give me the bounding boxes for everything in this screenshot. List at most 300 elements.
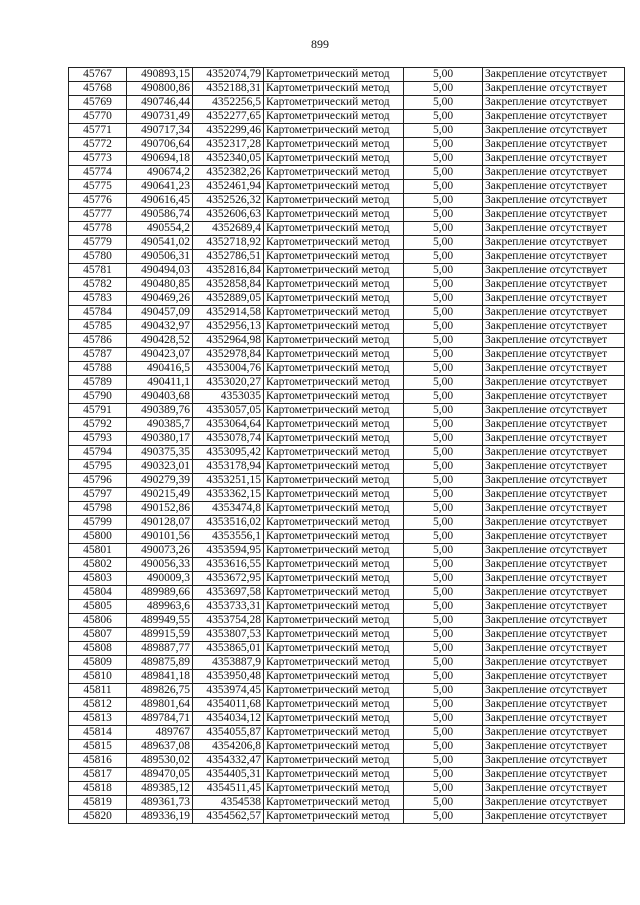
- method-cell: Картометрический метод: [264, 642, 404, 656]
- point-number-cell: 45820: [69, 810, 127, 824]
- fixation-cell: Закрепление отсутствует: [483, 670, 625, 684]
- table-row: [69, 460, 625, 474]
- method-cell: Картометрический метод: [264, 110, 404, 124]
- method-cell: Картометрический метод: [264, 600, 404, 614]
- x-coordinate-cell: 490215,49: [127, 488, 193, 502]
- error-cell: 5,00: [404, 152, 483, 166]
- y-coordinate-cell: 4352526,32: [193, 194, 264, 208]
- fixation-cell: Закрепление отсутствует: [483, 306, 625, 320]
- y-coordinate-cell: 4353251,15: [193, 474, 264, 488]
- method-cell: Картометрический метод: [264, 810, 404, 824]
- table-row: [69, 698, 625, 712]
- method-cell: Картометрический метод: [264, 138, 404, 152]
- method-cell: Картометрический метод: [264, 362, 404, 376]
- table-row: [69, 712, 625, 726]
- method-cell: Картометрический метод: [264, 82, 404, 96]
- error-cell: 5,00: [404, 292, 483, 306]
- table-row: [69, 474, 625, 488]
- y-coordinate-cell: 4353078,74: [193, 432, 264, 446]
- table-row: [69, 572, 625, 586]
- y-coordinate-cell: 4353004,76: [193, 362, 264, 376]
- fixation-cell: Закрепление отсутствует: [483, 278, 625, 292]
- y-coordinate-cell: 4352689,4: [193, 222, 264, 236]
- fixation-cell: Закрепление отсутствует: [483, 250, 625, 264]
- fixation-cell: Закрепление отсутствует: [483, 390, 625, 404]
- y-coordinate-cell: 4353807,53: [193, 628, 264, 642]
- table-row: [69, 404, 625, 418]
- y-coordinate-cell: 4353616,55: [193, 558, 264, 572]
- fixation-cell: Закрепление отсутствует: [483, 96, 625, 110]
- x-coordinate-cell: 490674,2: [127, 166, 193, 180]
- error-cell: 5,00: [404, 642, 483, 656]
- method-cell: Картометрический метод: [264, 768, 404, 782]
- error-cell: 5,00: [404, 628, 483, 642]
- table-row: [69, 432, 625, 446]
- method-cell: Картометрический метод: [264, 334, 404, 348]
- point-number-cell: 45819: [69, 796, 127, 810]
- error-cell: 5,00: [404, 558, 483, 572]
- fixation-cell: Закрепление отсутствует: [483, 68, 625, 82]
- point-number-cell: 45767: [69, 68, 127, 82]
- method-cell: Картометрический метод: [264, 460, 404, 474]
- error-cell: 5,00: [404, 810, 483, 824]
- x-coordinate-cell: 490416,5: [127, 362, 193, 376]
- point-number-cell: 45774: [69, 166, 127, 180]
- y-coordinate-cell: 4352914,58: [193, 306, 264, 320]
- x-coordinate-cell: 490323,01: [127, 460, 193, 474]
- x-coordinate-cell: 490541,02: [127, 236, 193, 250]
- fixation-cell: Закрепление отсутствует: [483, 544, 625, 558]
- point-number-cell: 45773: [69, 152, 127, 166]
- table-row: [69, 250, 625, 264]
- x-coordinate-cell: 490389,76: [127, 404, 193, 418]
- method-cell: Картометрический метод: [264, 698, 404, 712]
- x-coordinate-cell: 490056,33: [127, 558, 193, 572]
- table-row: [69, 180, 625, 194]
- error-cell: 5,00: [404, 768, 483, 782]
- point-number-cell: 45811: [69, 684, 127, 698]
- table-row: [69, 166, 625, 180]
- point-number-cell: 45817: [69, 768, 127, 782]
- table-row: [69, 68, 625, 82]
- y-coordinate-cell: 4352786,51: [193, 250, 264, 264]
- x-coordinate-cell: 490457,09: [127, 306, 193, 320]
- method-cell: Картометрический метод: [264, 712, 404, 726]
- error-cell: 5,00: [404, 404, 483, 418]
- fixation-cell: Закрепление отсутствует: [483, 698, 625, 712]
- error-cell: 5,00: [404, 586, 483, 600]
- fixation-cell: Закрепление отсутствует: [483, 642, 625, 656]
- x-coordinate-cell: 489841,18: [127, 670, 193, 684]
- y-coordinate-cell: 4353754,28: [193, 614, 264, 628]
- point-number-cell: 45784: [69, 306, 127, 320]
- fixation-cell: Закрепление отсутствует: [483, 460, 625, 474]
- point-number-cell: 45797: [69, 488, 127, 502]
- point-number-cell: 45786: [69, 334, 127, 348]
- fixation-cell: Закрепление отсутствует: [483, 656, 625, 670]
- point-number-cell: 45796: [69, 474, 127, 488]
- point-number-cell: 45788: [69, 362, 127, 376]
- error-cell: 5,00: [404, 376, 483, 390]
- point-number-cell: 45795: [69, 460, 127, 474]
- x-coordinate-cell: 489361,73: [127, 796, 193, 810]
- y-coordinate-cell: 4353474,8: [193, 502, 264, 516]
- method-cell: Картометрический метод: [264, 754, 404, 768]
- error-cell: 5,00: [404, 236, 483, 250]
- method-cell: Картометрический метод: [264, 278, 404, 292]
- fixation-cell: Закрепление отсутствует: [483, 418, 625, 432]
- point-number-cell: 45781: [69, 264, 127, 278]
- method-cell: Картометрический метод: [264, 670, 404, 684]
- point-number-cell: 45792: [69, 418, 127, 432]
- fixation-cell: Закрепление отсутствует: [483, 362, 625, 376]
- point-number-cell: 45793: [69, 432, 127, 446]
- point-number-cell: 45772: [69, 138, 127, 152]
- table-row: [69, 236, 625, 250]
- point-number-cell: 45790: [69, 390, 127, 404]
- method-cell: Картометрический метод: [264, 488, 404, 502]
- coordinates-table-body: [69, 68, 625, 824]
- point-number-cell: 45799: [69, 516, 127, 530]
- error-cell: 5,00: [404, 124, 483, 138]
- table-row: [69, 82, 625, 96]
- table-row: [69, 334, 625, 348]
- y-coordinate-cell: 4353733,31: [193, 600, 264, 614]
- point-number-cell: 45802: [69, 558, 127, 572]
- method-cell: Картометрический метод: [264, 264, 404, 278]
- fixation-cell: Закрепление отсутствует: [483, 82, 625, 96]
- error-cell: 5,00: [404, 712, 483, 726]
- x-coordinate-cell: 489336,19: [127, 810, 193, 824]
- error-cell: 5,00: [404, 796, 483, 810]
- point-number-cell: 45787: [69, 348, 127, 362]
- method-cell: Картометрический метод: [264, 320, 404, 334]
- x-coordinate-cell: 490403,68: [127, 390, 193, 404]
- x-coordinate-cell: 490128,07: [127, 516, 193, 530]
- error-cell: 5,00: [404, 698, 483, 712]
- error-cell: 5,00: [404, 432, 483, 446]
- y-coordinate-cell: 4353865,01: [193, 642, 264, 656]
- fixation-cell: Закрепление отсутствует: [483, 488, 625, 502]
- error-cell: 5,00: [404, 572, 483, 586]
- y-coordinate-cell: 4352188,31: [193, 82, 264, 96]
- x-coordinate-cell: 490554,2: [127, 222, 193, 236]
- method-cell: Картометрический метод: [264, 628, 404, 642]
- method-cell: Картометрический метод: [264, 194, 404, 208]
- fixation-cell: Закрепление отсутствует: [483, 572, 625, 586]
- table-row: [69, 810, 625, 824]
- x-coordinate-cell: 490717,34: [127, 124, 193, 138]
- method-cell: Картометрический метод: [264, 222, 404, 236]
- table-row: [69, 376, 625, 390]
- page-number: 899: [311, 37, 329, 51]
- y-coordinate-cell: 4352606,63: [193, 208, 264, 222]
- method-cell: Картометрический метод: [264, 740, 404, 754]
- y-coordinate-cell: 4352382,26: [193, 166, 264, 180]
- table-row: [69, 628, 625, 642]
- y-coordinate-cell: 4353516,02: [193, 516, 264, 530]
- method-cell: Картометрический метод: [264, 390, 404, 404]
- table-row: [69, 306, 625, 320]
- fixation-cell: Закрепление отсутствует: [483, 432, 625, 446]
- x-coordinate-cell: 490073,26: [127, 544, 193, 558]
- fixation-cell: Закрепление отсутствует: [483, 404, 625, 418]
- y-coordinate-cell: 4352256,5: [193, 96, 264, 110]
- y-coordinate-cell: 4352074,79: [193, 68, 264, 82]
- method-cell: Картометрический метод: [264, 656, 404, 670]
- y-coordinate-cell: 4353556,1: [193, 530, 264, 544]
- x-coordinate-cell: 490375,35: [127, 446, 193, 460]
- y-coordinate-cell: 4354405,31: [193, 768, 264, 782]
- y-coordinate-cell: 4354011,68: [193, 698, 264, 712]
- table-row: [69, 138, 625, 152]
- x-coordinate-cell: 490279,39: [127, 474, 193, 488]
- table-row: [69, 110, 625, 124]
- x-coordinate-cell: 489989,66: [127, 586, 193, 600]
- point-number-cell: 45808: [69, 642, 127, 656]
- y-coordinate-cell: 4352277,65: [193, 110, 264, 124]
- x-coordinate-cell: 490380,17: [127, 432, 193, 446]
- method-cell: Картометрический метод: [264, 558, 404, 572]
- point-number-cell: 45782: [69, 278, 127, 292]
- point-number-cell: 45768: [69, 82, 127, 96]
- x-coordinate-cell: 490152,86: [127, 502, 193, 516]
- x-coordinate-cell: 490494,03: [127, 264, 193, 278]
- x-coordinate-cell: 489784,71: [127, 712, 193, 726]
- fixation-cell: Закрепление отсутствует: [483, 334, 625, 348]
- method-cell: Картометрический метод: [264, 516, 404, 530]
- point-number-cell: 45812: [69, 698, 127, 712]
- table-row: [69, 586, 625, 600]
- fixation-cell: Закрепление отсутствует: [483, 208, 625, 222]
- table-row: [69, 768, 625, 782]
- table-row: [69, 544, 625, 558]
- fixation-cell: Закрепление отсутствует: [483, 768, 625, 782]
- error-cell: 5,00: [404, 460, 483, 474]
- fixation-cell: Закрепление отсутствует: [483, 502, 625, 516]
- error-cell: 5,00: [404, 684, 483, 698]
- fixation-cell: Закрепление отсутствует: [483, 222, 625, 236]
- error-cell: 5,00: [404, 110, 483, 124]
- x-coordinate-cell: 489963,6: [127, 600, 193, 614]
- table-row: [69, 796, 625, 810]
- fixation-cell: Закрепление отсутствует: [483, 782, 625, 796]
- y-coordinate-cell: 4353950,48: [193, 670, 264, 684]
- fixation-cell: Закрепление отсутствует: [483, 348, 625, 362]
- error-cell: 5,00: [404, 544, 483, 558]
- table-row: [69, 152, 625, 166]
- error-cell: 5,00: [404, 516, 483, 530]
- point-number-cell: 45776: [69, 194, 127, 208]
- y-coordinate-cell: 4352718,92: [193, 236, 264, 250]
- table-row: [69, 782, 625, 796]
- method-cell: Картометрический метод: [264, 544, 404, 558]
- point-number-cell: 45805: [69, 600, 127, 614]
- error-cell: 5,00: [404, 166, 483, 180]
- point-number-cell: 45777: [69, 208, 127, 222]
- table-row: [69, 124, 625, 138]
- error-cell: 5,00: [404, 180, 483, 194]
- error-cell: 5,00: [404, 488, 483, 502]
- fixation-cell: Закрепление отсутствует: [483, 474, 625, 488]
- fixation-cell: Закрепление отсутствует: [483, 810, 625, 824]
- error-cell: 5,00: [404, 600, 483, 614]
- point-number-cell: 45807: [69, 628, 127, 642]
- method-cell: Картометрический метод: [264, 68, 404, 82]
- method-cell: Картометрический метод: [264, 572, 404, 586]
- method-cell: Картометрический метод: [264, 236, 404, 250]
- table-row: [69, 446, 625, 460]
- method-cell: Картометрический метод: [264, 684, 404, 698]
- method-cell: Картометрический метод: [264, 418, 404, 432]
- point-number-cell: 45798: [69, 502, 127, 516]
- x-coordinate-cell: 489385,12: [127, 782, 193, 796]
- error-cell: 5,00: [404, 656, 483, 670]
- fixation-cell: Закрепление отсутствует: [483, 320, 625, 334]
- point-number-cell: 45804: [69, 586, 127, 600]
- point-number-cell: 45818: [69, 782, 127, 796]
- fixation-cell: Закрепление отсутствует: [483, 152, 625, 166]
- y-coordinate-cell: 4353697,58: [193, 586, 264, 600]
- x-coordinate-cell: 490641,23: [127, 180, 193, 194]
- x-coordinate-cell: 489887,77: [127, 642, 193, 656]
- y-coordinate-cell: 4353594,95: [193, 544, 264, 558]
- table-row: [69, 264, 625, 278]
- x-coordinate-cell: 490469,26: [127, 292, 193, 306]
- method-cell: Картометрический метод: [264, 726, 404, 740]
- error-cell: 5,00: [404, 208, 483, 222]
- error-cell: 5,00: [404, 782, 483, 796]
- error-cell: 5,00: [404, 348, 483, 362]
- point-number-cell: 45801: [69, 544, 127, 558]
- error-cell: 5,00: [404, 474, 483, 488]
- table-row: [69, 684, 625, 698]
- point-number-cell: 45783: [69, 292, 127, 306]
- table-row: [69, 418, 625, 432]
- error-cell: 5,00: [404, 446, 483, 460]
- method-cell: Картометрический метод: [264, 404, 404, 418]
- y-coordinate-cell: 4353672,95: [193, 572, 264, 586]
- table-row: [69, 558, 625, 572]
- y-coordinate-cell: 4352956,13: [193, 320, 264, 334]
- table-row: [69, 390, 625, 404]
- fixation-cell: Закрепление отсутствует: [483, 558, 625, 572]
- error-cell: 5,00: [404, 614, 483, 628]
- error-cell: 5,00: [404, 82, 483, 96]
- x-coordinate-cell: 490893,15: [127, 68, 193, 82]
- error-cell: 5,00: [404, 320, 483, 334]
- y-coordinate-cell: 4353095,42: [193, 446, 264, 460]
- method-cell: Картометрический метод: [264, 796, 404, 810]
- fixation-cell: Закрепление отсутствует: [483, 712, 625, 726]
- fixation-cell: Закрепление отсутствует: [483, 726, 625, 740]
- fixation-cell: Закрепление отсутствует: [483, 292, 625, 306]
- method-cell: Картометрический метод: [264, 782, 404, 796]
- x-coordinate-cell: 489949,55: [127, 614, 193, 628]
- y-coordinate-cell: 4352461,94: [193, 180, 264, 194]
- y-coordinate-cell: 4352317,28: [193, 138, 264, 152]
- error-cell: 5,00: [404, 530, 483, 544]
- y-coordinate-cell: 4354511,45: [193, 782, 264, 796]
- fixation-cell: Закрепление отсутствует: [483, 600, 625, 614]
- table-row: [69, 348, 625, 362]
- y-coordinate-cell: 4353035: [193, 390, 264, 404]
- fixation-cell: Закрепление отсутствует: [483, 586, 625, 600]
- error-cell: 5,00: [404, 68, 483, 82]
- point-number-cell: 45770: [69, 110, 127, 124]
- point-number-cell: 45809: [69, 656, 127, 670]
- method-cell: Картометрический метод: [264, 502, 404, 516]
- method-cell: Картометрический метод: [264, 474, 404, 488]
- table-row: [69, 362, 625, 376]
- method-cell: Картометрический метод: [264, 208, 404, 222]
- method-cell: Картометрический метод: [264, 432, 404, 446]
- point-number-cell: 45814: [69, 726, 127, 740]
- error-cell: 5,00: [404, 278, 483, 292]
- table-row: [69, 642, 625, 656]
- method-cell: Картометрический метод: [264, 292, 404, 306]
- table-row: [69, 516, 625, 530]
- point-number-cell: 45800: [69, 530, 127, 544]
- error-cell: 5,00: [404, 740, 483, 754]
- point-number-cell: 45810: [69, 670, 127, 684]
- y-coordinate-cell: 4352978,84: [193, 348, 264, 362]
- fixation-cell: Закрепление отсутствует: [483, 516, 625, 530]
- table-row: [69, 278, 625, 292]
- table-row: [69, 614, 625, 628]
- point-number-cell: 45815: [69, 740, 127, 754]
- method-cell: Картометрический метод: [264, 124, 404, 138]
- table-row: [69, 222, 625, 236]
- y-coordinate-cell: 4354206,8: [193, 740, 264, 754]
- y-coordinate-cell: 4354034,12: [193, 712, 264, 726]
- error-cell: 5,00: [404, 726, 483, 740]
- fixation-cell: Закрепление отсутствует: [483, 740, 625, 754]
- y-coordinate-cell: 4353887,9: [193, 656, 264, 670]
- table-row: [69, 530, 625, 544]
- table-row: [69, 656, 625, 670]
- fixation-cell: Закрепление отсутствует: [483, 684, 625, 698]
- y-coordinate-cell: 4353178,94: [193, 460, 264, 474]
- method-cell: Картометрический метод: [264, 376, 404, 390]
- fixation-cell: Закрепление отсутствует: [483, 614, 625, 628]
- point-number-cell: 45775: [69, 180, 127, 194]
- table-row: [69, 320, 625, 334]
- x-coordinate-cell: 490800,86: [127, 82, 193, 96]
- method-cell: Картометрический метод: [264, 614, 404, 628]
- y-coordinate-cell: 4352816,84: [193, 264, 264, 278]
- fixation-cell: Закрепление отсутствует: [483, 138, 625, 152]
- method-cell: Картометрический метод: [264, 166, 404, 180]
- x-coordinate-cell: 489801,64: [127, 698, 193, 712]
- x-coordinate-cell: 489470,05: [127, 768, 193, 782]
- x-coordinate-cell: 490009,3: [127, 572, 193, 586]
- table-row: [69, 96, 625, 110]
- method-cell: Картометрический метод: [264, 152, 404, 166]
- method-cell: Картометрический метод: [264, 530, 404, 544]
- error-cell: 5,00: [404, 334, 483, 348]
- fixation-cell: Закрепление отсутствует: [483, 110, 625, 124]
- fixation-cell: Закрепление отсутствует: [483, 530, 625, 544]
- error-cell: 5,00: [404, 222, 483, 236]
- method-cell: Картометрический метод: [264, 306, 404, 320]
- point-number-cell: 45813: [69, 712, 127, 726]
- fixation-cell: Закрепление отсутствует: [483, 754, 625, 768]
- error-cell: 5,00: [404, 194, 483, 208]
- table-row: [69, 754, 625, 768]
- table-row: [69, 194, 625, 208]
- x-coordinate-cell: 490586,74: [127, 208, 193, 222]
